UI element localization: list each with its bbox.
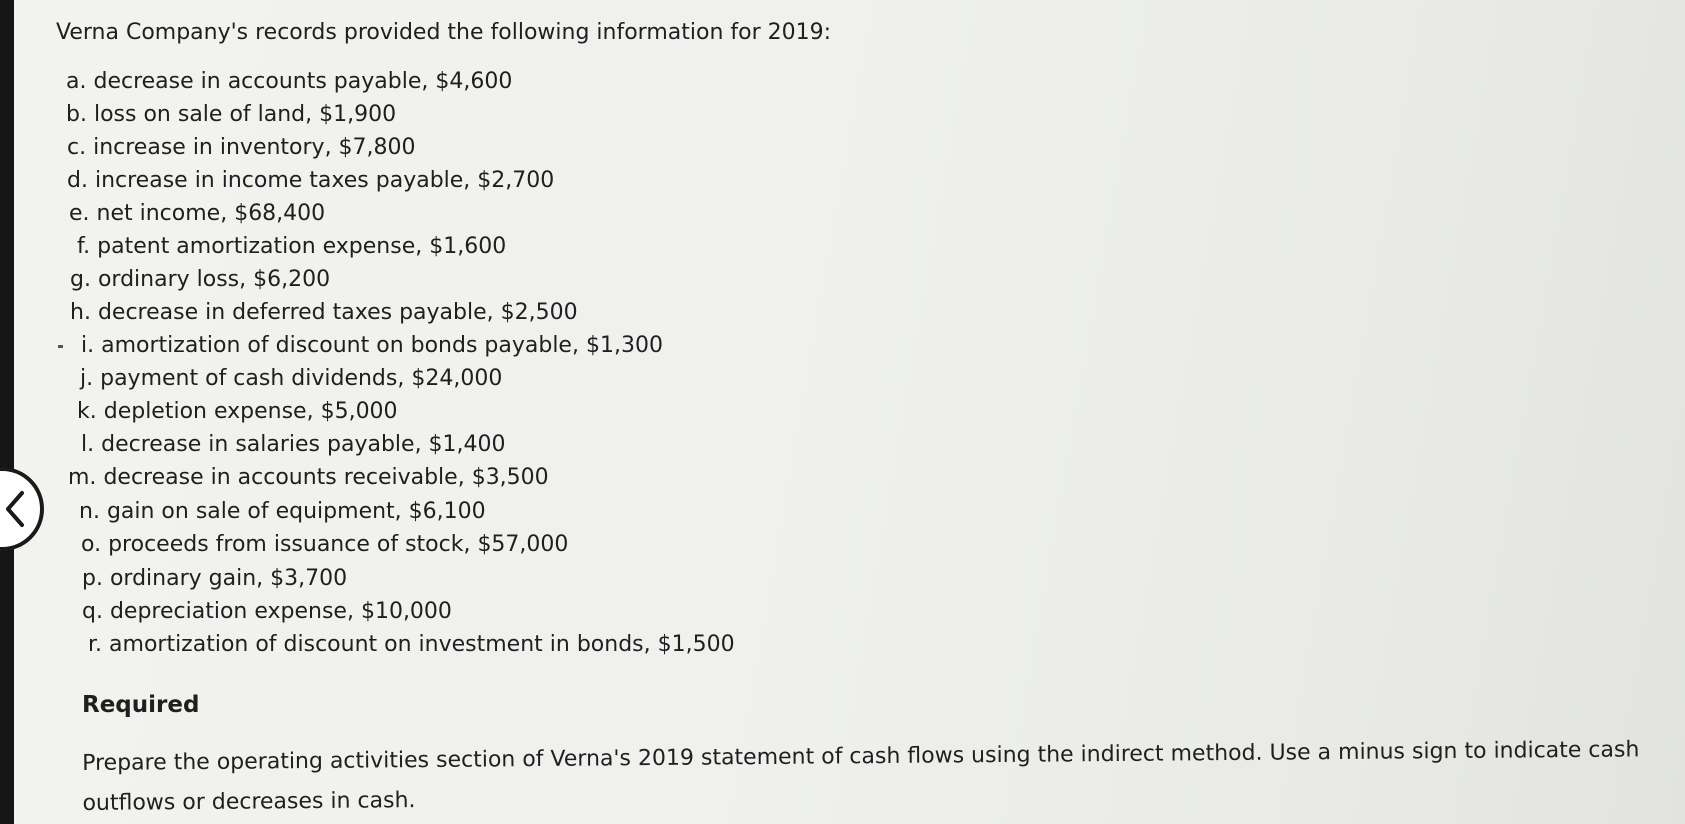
list-item xyxy=(66,69,512,95)
list-item xyxy=(66,102,396,128)
item-letter: p. xyxy=(82,566,103,591)
list-item xyxy=(68,465,549,491)
list-item xyxy=(70,300,578,326)
item-letter: h. xyxy=(70,300,91,325)
question-intro: Verna Company's records provided the following information for 2019: xyxy=(56,20,832,45)
item-text: amortization of discount on investment in bonds, $1,500 xyxy=(109,632,735,657)
item-letter: d. xyxy=(67,168,88,193)
list-item xyxy=(82,599,452,625)
item-letter: g. xyxy=(70,267,91,292)
list-item xyxy=(81,432,506,458)
item-letter: r. xyxy=(88,632,103,657)
list-item xyxy=(77,399,398,425)
item-text: depreciation expense, $10,000 xyxy=(109,599,452,624)
chevron-left-icon xyxy=(4,490,26,528)
item-letter: i. xyxy=(81,333,95,358)
list-item xyxy=(81,333,663,359)
item-text: increase in income taxes payable, $2,700 xyxy=(94,168,555,193)
item-letter: b. xyxy=(66,102,87,127)
item-text: ordinary loss, $6,200 xyxy=(97,267,331,292)
list-item xyxy=(67,168,554,194)
list-item xyxy=(81,532,568,558)
item-letter: m. xyxy=(68,465,97,490)
stray-mark xyxy=(58,345,63,348)
item-text: loss on sale of land, $1,900 xyxy=(93,102,397,127)
item-text: amortization of discount on bonds payable, $1,300 xyxy=(101,333,663,358)
item-text: increase in inventory, $7,800 xyxy=(93,135,416,160)
required-heading: Required xyxy=(82,692,200,718)
item-text: decrease in accounts receivable, $3,500 xyxy=(103,465,549,490)
item-letter: n. xyxy=(79,499,100,524)
item-letter: a. xyxy=(66,69,87,94)
list-item xyxy=(79,499,486,525)
list-item xyxy=(88,632,735,658)
list-item xyxy=(70,267,330,293)
list-item xyxy=(69,201,325,227)
item-letter: j. xyxy=(80,366,94,391)
item-text: patent amortization expense, $1,600 xyxy=(97,234,507,259)
item-text: depletion expense, $5,000 xyxy=(103,399,398,424)
item-letter: q. xyxy=(82,599,103,624)
instructions-text: Prepare the operating activities section of Verna's 2019 statement of cash flows using the indirect method. Use a minus sign to indicate cash outflows or decreases in cash. xyxy=(82,737,1640,816)
list-item xyxy=(82,566,347,592)
item-text: ordinary gain, $3,700 xyxy=(109,566,348,591)
item-text: payment of cash dividends, $24,000 xyxy=(100,366,503,391)
item-letter: c. xyxy=(67,135,87,160)
item-text: decrease in deferred taxes payable, $2,500 xyxy=(97,300,578,325)
item-letter: e. xyxy=(69,201,90,226)
item-text: decrease in salaries payable, $1,400 xyxy=(101,432,506,457)
item-letter: k. xyxy=(77,399,97,424)
item-text: decrease in accounts payable, $4,600 xyxy=(93,69,513,94)
item-letter: f. xyxy=(77,234,91,259)
item-text: gain on sale of equipment, $6,100 xyxy=(106,499,486,524)
item-text: net income, $68,400 xyxy=(96,201,326,226)
item-letter: o. xyxy=(81,532,102,557)
item-letter: l. xyxy=(81,432,95,457)
list-item xyxy=(67,135,416,161)
list-item xyxy=(77,234,506,260)
item-text: proceeds from issuance of stock, $57,000 xyxy=(108,532,569,557)
list-item xyxy=(80,366,502,392)
